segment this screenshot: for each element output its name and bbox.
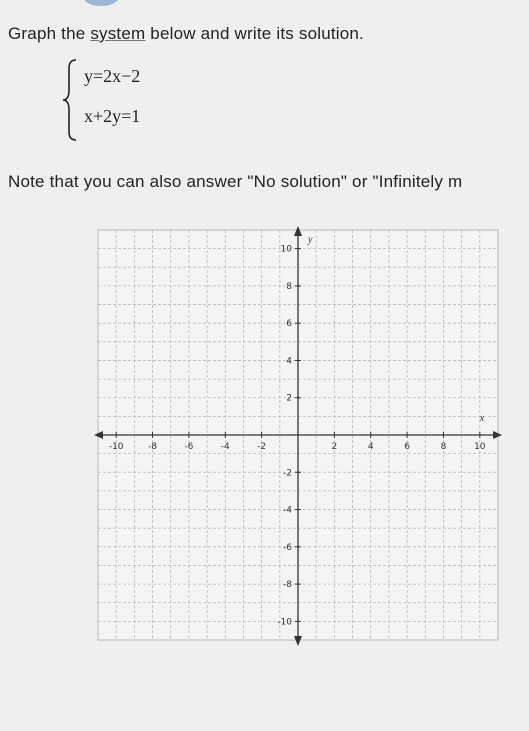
y-tick-label: -2 [283, 468, 292, 479]
y-axis-label: y [308, 234, 313, 246]
x-tick-label: -6 [184, 442, 194, 452]
equation-1: y=2x−2 [84, 66, 141, 86]
system-link[interactable]: system [90, 24, 146, 43]
x-tick-label: -8 [148, 442, 158, 452]
y-tick-label: 8 [286, 281, 292, 292]
x-tick-label: -2 [257, 442, 267, 452]
question-prefix: Graph the [8, 24, 91, 43]
x-tick-label: 10 [474, 442, 486, 452]
x-tick-label: -4 [220, 442, 230, 452]
y-tick-label: -6 [283, 542, 292, 553]
note-text: Note that you can also answer "No solution" or "Infinitely m [8, 172, 463, 191]
x-tick-label: 8 [440, 442, 447, 452]
y-tick-label: 10 [280, 244, 292, 255]
y-tick-label: -8 [283, 580, 292, 591]
y-tick-label: 2 [286, 393, 292, 404]
equation-2: x+2y=1 [84, 106, 141, 126]
x-tick-label: 6 [404, 442, 410, 452]
x-axis-label: x [479, 413, 485, 424]
x-tick-label: 2 [331, 442, 338, 452]
x-tick-label: 4 [367, 442, 374, 452]
x-tick-label: -10 [108, 442, 124, 452]
question-suffix: below and write its solution. [145, 24, 364, 43]
y-axis-down-arrow-icon [294, 636, 302, 646]
y-tick-label: -4 [283, 505, 292, 516]
y-tick-label: -10 [277, 617, 292, 628]
y-tick-label: 6 [286, 319, 292, 330]
y-tick-label: 4 [286, 356, 292, 367]
